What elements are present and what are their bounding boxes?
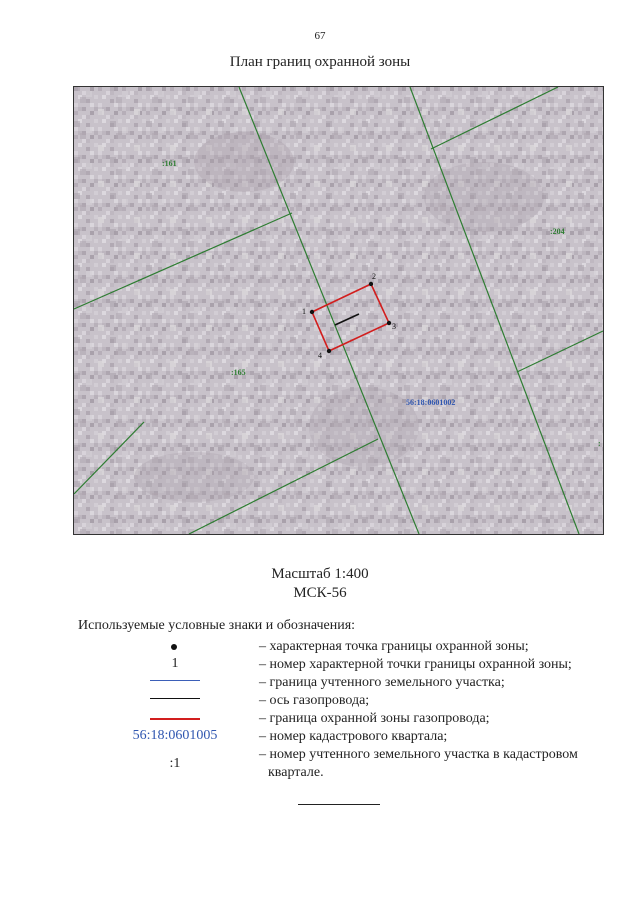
cadastral-map[interactable] — [74, 87, 603, 534]
boundary-point-3[interactable] — [387, 321, 391, 325]
legend-description: – номер характерной точки границы охранной зоны; — [259, 657, 572, 672]
legend-row — [0, 656, 640, 674]
legend-description-continued: квартале. — [268, 765, 324, 780]
scale-text: Масштаб 1:400 — [271, 566, 369, 582]
legend-description: – номер учтенного земельного участка в кадастровом — [259, 747, 578, 762]
page-title: План границ охранной зоны — [229, 54, 411, 70]
legend-description: – граница учтенного земельного участка; — [259, 675, 505, 690]
legend-row — [0, 728, 640, 746]
legend-row — [0, 638, 640, 656]
dot-icon — [171, 644, 177, 650]
coordinate-system: МСК-56 — [293, 585, 347, 601]
scale-block — [0, 565, 640, 603]
legend-row — [0, 692, 640, 710]
map-frame[interactable] — [73, 86, 604, 535]
quarter-label: 56:18:0601002 — [406, 398, 456, 407]
point-label-4: 4 — [318, 351, 322, 360]
legend-symbol — [110, 710, 240, 728]
legend-title: Используемые условные знаки и обозначения: — [78, 618, 356, 633]
legend-symbol-text: 56:18:0601005 — [132, 728, 218, 743]
legend-row — [0, 746, 640, 771]
legend-description: – ось газопровода; — [259, 693, 370, 708]
point-label-2: 2 — [372, 272, 376, 281]
legend-symbol-text: 1 — [171, 656, 179, 671]
point-label-1: 1 — [302, 307, 306, 316]
parcel-label-161: :161 — [162, 159, 177, 168]
red-line-icon — [150, 718, 200, 720]
legend-symbol — [110, 674, 240, 692]
black-line-icon — [150, 698, 200, 699]
legend-description: – граница охранной зоны газопровода; — [259, 711, 490, 726]
page-number: 67 — [314, 30, 326, 42]
blue-line-icon — [150, 680, 200, 681]
parcel-label-165: :165 — [231, 368, 246, 377]
point-label-3: 3 — [392, 322, 396, 331]
parcel-label-edge: : — [598, 439, 601, 448]
footer-divider — [298, 804, 380, 805]
boundary-point-1[interactable] — [310, 310, 314, 314]
legend-row — [0, 764, 640, 782]
legend-description: – номер кадастрового квартала; — [259, 729, 448, 744]
legend-symbol — [110, 692, 240, 710]
legend-row — [0, 674, 640, 692]
boundary-point-4[interactable] — [327, 349, 331, 353]
parcel-label-204: :204 — [550, 227, 565, 236]
legend-symbol — [110, 638, 240, 656]
boundary-point-2[interactable] — [369, 282, 373, 286]
legend-description: – характерная точка границы охранной зоны; — [259, 639, 529, 654]
legend-symbol-text: :1 — [169, 756, 181, 771]
legend-row — [0, 710, 640, 728]
